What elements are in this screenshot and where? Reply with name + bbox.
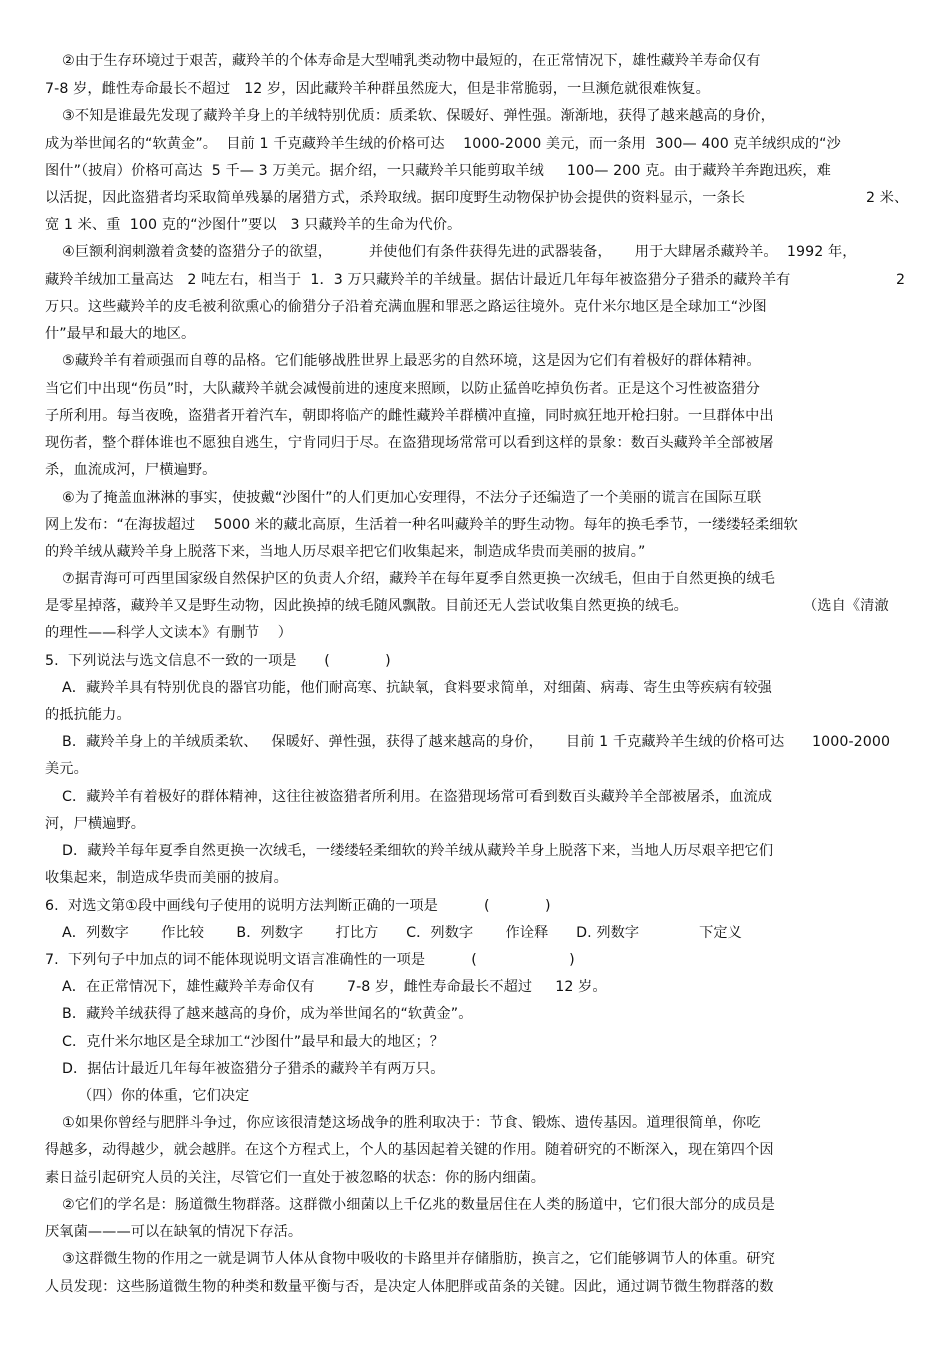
text-line: ③这群微生物的作用之一就是调节人体从食物中吸收的卡路里并存储脂肪，换言之，它们能够调节人的体重。研究 (62, 1251, 775, 1267)
text-line: 现伤者，整个群体谁也不愿独自逃生，宁肯同归于尽。在盗猎现场常常可以看到这样的景象：数百头藏羚羊全部被屠 (45, 435, 774, 451)
text-line: 万只。这些藏羚羊的皮毛被利欲熏心的偷猎分子沿着充满血腥和罪恶之路运往境外。克什米尔地区是全球加工“沙图 (45, 299, 767, 315)
text-line: 宽 1 米、重 100 克的“沙图什”要以 3 只藏羚羊的生命为代价。 (45, 217, 462, 233)
text-line: （选自《清澈 (803, 598, 889, 614)
text-line: 以活捉，因此盗猎者均采取简单残暴的屠猎方式，杀羚取绒。据印度野生动物保护协会提供的资料显示，一条长 (45, 190, 746, 206)
question-5: 5. 下列说法与选文信息不一致的一项是 ( ) (45, 653, 391, 669)
option-c: C．藏羚羊有着极好的群体精神，这往往被盗猎者所利用。在盗猎现场常可看到数百头藏羚羊全部被屠杀，血流成 (62, 789, 773, 805)
text-line: 2 米、 (866, 190, 909, 206)
text-line: 2 (896, 272, 906, 288)
option-c: C．克什米尔地区是全球加工“沙图什”最早和最大的地区；？ (62, 1034, 445, 1050)
question-6: 6. 对选文第①段中画线句子使用的说明方法判断正确的一项是 ( ) (45, 898, 551, 914)
text-line: 的理性——科学人文读本》有删节 ） (45, 625, 293, 641)
text-line: 藏羚羊绒加工量高达 2 吨左右，相当于 1．3 万只藏羚羊的羊绒量。据估计最近几年每年被盗猎分子猎杀的藏羚羊有 (45, 272, 791, 288)
text-line: 成为举世闻名的“软黄金”。 目前 1 千克藏羚羊生绒的价格可达 1000-2000 美元，而一条用 300— 400 克羊绒织成的“沙 (45, 136, 841, 152)
section-heading: （四）你的体重，它们决定 (78, 1088, 250, 1104)
text-line: ②它们的学名是：肠道微生物群落。这群微小细菌以上千亿兆的数量居住在人类的肠道中，它们很大部分的成员是 (62, 1197, 775, 1213)
option-d: D．藏羚羊每年夏季自然更换一次绒毛，一缕缕轻柔细软的羚羊绒从藏羚羊身上脱落下来，当地人历尽艰辛把它们 (62, 843, 774, 859)
text-line: 图什”（披肩）价格可高达 5 千— 3 万美元。据介绍，一只藏羚羊只能剪取羊绒 100— 200 克。由于藏羚羊奔跑迅疾，难 (45, 163, 831, 179)
option-b: B．藏羚羊绒获得了越来越高的身价，成为举世闻名的“软黄金”。 (62, 1006, 473, 1022)
option-d: D．据估计最近几年每年被盗猎分子猎杀的藏羚羊有两万只。 (62, 1061, 445, 1077)
text-line: 当它们中出现“伤员”时，大队藏羚羊就会减慢前进的速度来照顾，以防止猛兽吃掉负伤者。正是这个习性被盗猎分 (45, 381, 760, 397)
option-a: A．在正常情况下，雄性藏羚羊寿命仅有 7-8 岁，雌性寿命最长不超过 12 岁。 (62, 979, 607, 995)
text-line: ③不知是谁最先发现了藏羚羊身上的羊绒特别优质：质柔软、保暖好、弹性强。渐渐地，获得了越来越高的身价， (62, 108, 775, 124)
text-line: ④巨额利润刺激着贪婪的盗猎分子的欲望， 并使他们有条件获得先进的武器装备， 用于大肆屠杀藏羚羊。 1992 年， (62, 244, 857, 260)
text-line: 7-8 岁，雌性寿命最长不超过 12 岁，因此藏羚羊种群虽然庞大，但是非常脆弱，一旦濒危就很难恢复。 (45, 81, 710, 97)
text-line: 是零星掉落，藏羚羊又是野生动物，因此换掉的绒毛随风飘散。目前还无人尝试收集自然更换的绒毛。 (45, 598, 688, 614)
text-line: ②由于生存环境过于艰苦，藏羚羊的个体寿命是大型哺乳类动物中最短的，在正常情况下，雄性藏羚羊寿命仅有 (62, 53, 761, 69)
text-line: 收集起来，制造成华贵而美丽的披肩。 (45, 870, 288, 886)
text-line: 的抵抗能力。 (45, 707, 131, 723)
text-line: 得越多，动得越少，就会越胖。在这个方程式上，个人的基因起着关键的作用。随着研究的不断深入，现在第四个因 (45, 1142, 774, 1158)
question-7: 7. 下列句子中加点的词不能体现说明文语言准确性的一项是 ( ) (45, 952, 575, 968)
text-line: ①如果你曾经与肥胖斗争过，你应该很清楚这场战争的胜利取决于：节食、锻炼、遗传基因。道理很简单，你吃 (62, 1115, 761, 1131)
text-line: 杀，血流成河，尸横遍野。 (45, 462, 217, 478)
text-line: 什”最早和最大的地区。 (45, 326, 196, 342)
option-b: B．藏羚羊身上的羊绒质柔软、 保暖好、弹性强，获得了越来越高的身价， 目前 1 千克藏羚羊生绒的价格可达 1000-2000 (62, 734, 891, 750)
text-line: ⑦据青海可可西里国家级自然保护区的负责人介绍，藏羚羊在每年夏季自然更换一次绒毛，但由于自然更换的绒毛 (62, 571, 775, 587)
text-line: 人员发现：这些肠道微生物的种类和数量平衡与否，是决定人体肥胖或苗条的关键。因此，通过调节微生物群落的数 (45, 1279, 774, 1295)
text-line: ⑥为了掩盖血淋淋的事实，使披戴“沙图什”的人们更加心安理得，不法分子还编造了一个美丽的谎言在国际互联 (62, 490, 762, 506)
question-6-options: A．列数字 作比较 B．列数字 打比方 C．列数字 作诠释 D. 列数字 下定义 (62, 925, 742, 941)
text-line: 河，尸横遍野。 (45, 816, 146, 832)
text-line: 的羚羊绒从藏羚羊身上脱落下来，当地人历尽艰辛把它们收集起来，制造成华贵而美丽的披肩。” (45, 544, 646, 560)
option-a: A．藏羚羊具有特别优良的器官功能，他们耐高寒、抗缺氧，食料要求简单，对细菌、病毒、寄生虫等疾病有较强 (62, 680, 772, 696)
text-line: ⑤藏羚羊有着顽强而自尊的品格。它们能够战胜世界上最恶劣的自然环境，这是因为它们有着极好的群体精神。 (62, 353, 761, 369)
text-line: 素日益引起研究人员的关注，尽管它们一直处于被忽略的状态：你的肠内细菌。 (45, 1170, 546, 1186)
text-line: 网上发布：“在海拔超过 5000 米的藏北高原，生活着一种名叫藏羚羊的野生动物。每年的换毛季节，一缕缕轻柔细软 (45, 517, 798, 533)
text-line: 厌氧菌———可以在缺氧的情况下存活。 (45, 1224, 303, 1240)
text-line: 美元。 (45, 761, 88, 777)
text-line: 子所利用。每当夜晚，盗猎者开着汽车，朝即将临产的雌性藏羚羊群横冲直撞，同时疯狂地开枪扫射。一旦群体中出 (45, 408, 774, 424)
